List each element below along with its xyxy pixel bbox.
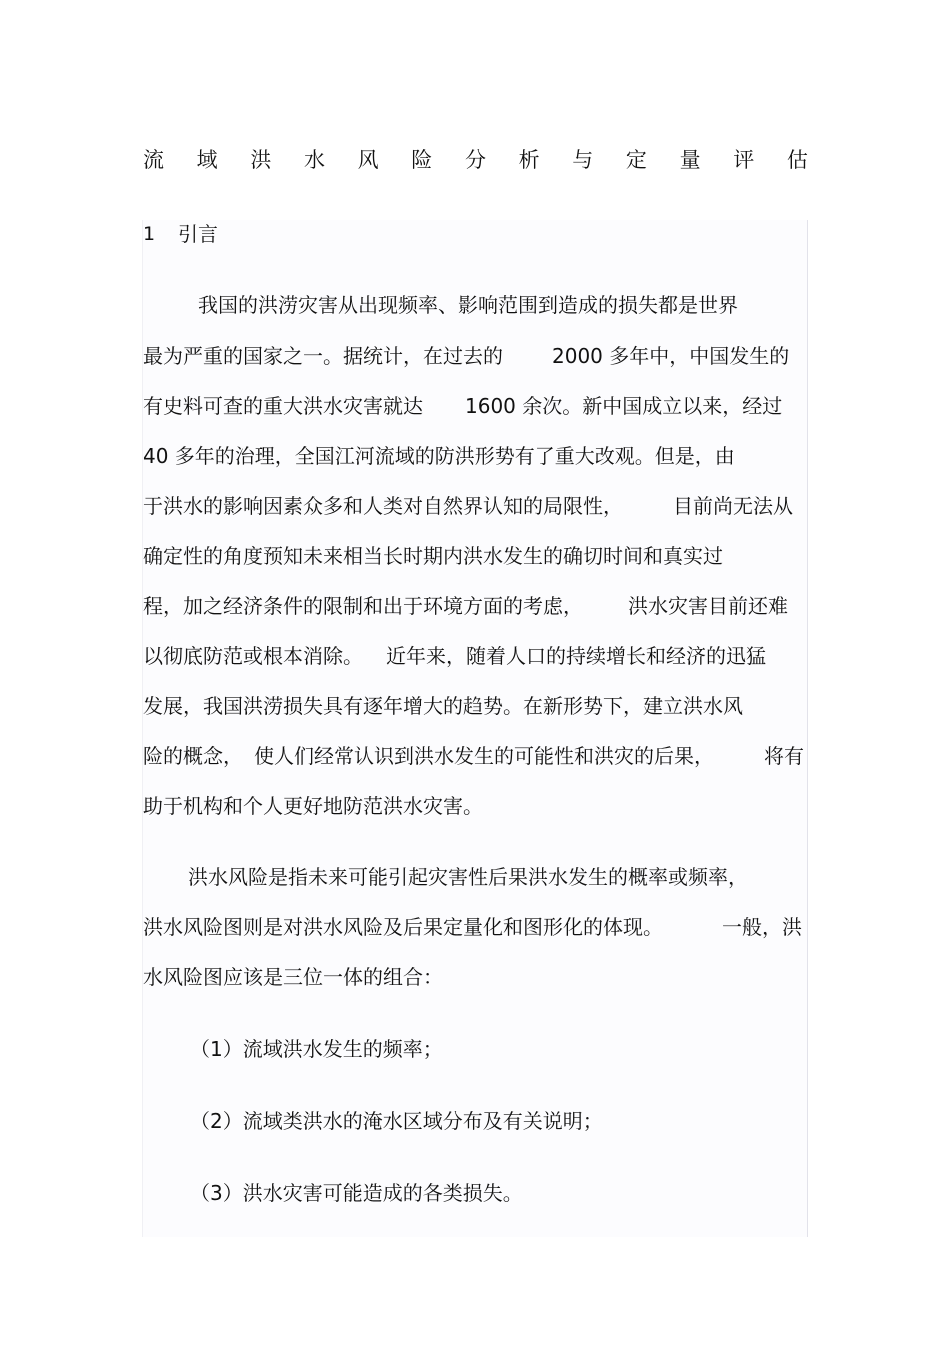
paragraph1-line: 以彻底防范或根本消除。: [143, 644, 363, 668]
title-char: 水: [303, 148, 325, 172]
content-frame: [142, 220, 808, 1237]
section-number: 1: [143, 223, 156, 245]
paragraph2-line: 洪水风险图则是对洪水风险及后果定量化和图形化的体现。: [143, 915, 663, 939]
paragraph2-line: 洪水风险是指未来可能引起灾害性后果洪水发生的概率或频率，: [188, 865, 748, 889]
paragraph1-line: 险的概念，: [143, 744, 243, 768]
paragraph1-line: 于洪水的影响因素众多和人类对自然界认知的局限性，: [143, 494, 623, 518]
paragraph1-line: 洪水灾害目前还难: [628, 594, 788, 618]
title-char: 估: [786, 148, 808, 172]
paragraph1-line: 将有: [764, 744, 804, 768]
paragraph1-line: 我国的洪涝灾害从出现频率、影响范围到造成的损失都是世界: [198, 293, 738, 317]
title-char: 评: [733, 148, 755, 172]
paragraph1-line: 目前尚无法从: [673, 494, 793, 518]
document-title: [143, 146, 808, 174]
paragraph1-line: 有史料可查的重大洪水灾害就达: [143, 394, 423, 418]
title-char: 风: [357, 148, 379, 172]
title-char: 洪: [250, 148, 272, 172]
title-char: 与: [572, 148, 594, 172]
title-char: 域: [196, 148, 218, 172]
paragraph1-line: 最为严重的国家之一。据统计，在过去的: [143, 344, 503, 368]
paragraph1-line: 助于机构和个人更好地防范洪水灾害。: [143, 794, 483, 818]
list-item: （2）流域类洪水的淹水区域分布及有关说明；: [190, 1109, 603, 1133]
title-char: 流: [143, 148, 164, 172]
paragraph2-line: 一般，洪: [722, 915, 802, 939]
paragraph2-line: 水风险图应该是三位一体的组合：: [143, 965, 443, 989]
section-heading: 引言: [178, 222, 218, 246]
paragraph1-line: 2000 多年中，中国发生的: [552, 344, 790, 368]
paragraph1-line: 程，加之经济条件的限制和出于环境方面的考虑，: [143, 594, 583, 618]
list-item: （3）洪水灾害可能造成的各类损失。: [190, 1181, 523, 1205]
paragraph1-line: 发展，我国洪涝损失具有逐年增大的趋势。在新形势下，建立洪水风: [143, 694, 743, 718]
title-char: 量: [679, 148, 701, 172]
paragraph1-line: 确定性的角度预知未来相当长时期内洪水发生的确切时间和真实过: [143, 544, 723, 568]
paragraph1-line: 1600 余次。新中国成立以来，经过: [465, 394, 783, 418]
paragraph1-line: 近年来，随着人口的持续增长和经济的迅猛: [386, 644, 766, 668]
title-char: 分: [464, 148, 486, 172]
paragraph1-line: 使人们经常认识到洪水发生的可能性和洪灾的后果，: [254, 744, 714, 768]
paragraph1-line: 40 多年的治理，全国江河流域的防洪形势有了重大改观。但是，由: [143, 444, 735, 468]
title-char: 险: [411, 148, 433, 172]
title-char: 析: [518, 148, 540, 172]
title-char: 定: [625, 148, 647, 172]
list-item: （1）流域洪水发生的频率；: [190, 1037, 443, 1061]
